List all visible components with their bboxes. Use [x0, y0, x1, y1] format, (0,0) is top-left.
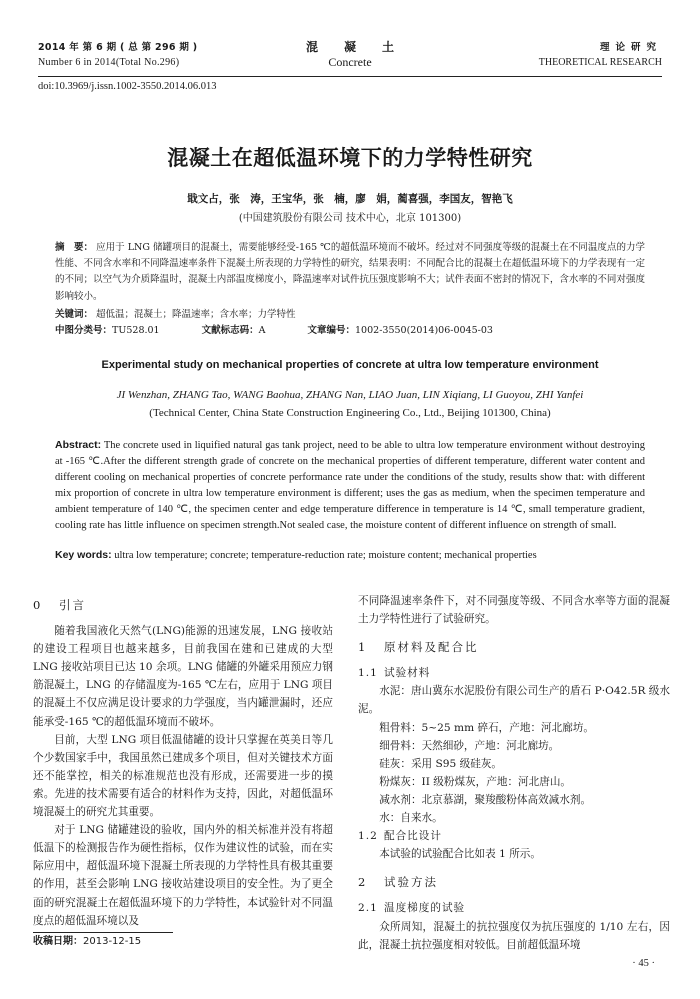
- material-item: 水：自来水。: [379, 812, 443, 825]
- subsection-number: 1.1: [358, 667, 378, 680]
- subsection-title: 配合比设计: [384, 830, 442, 843]
- article-number-label: 文章编号：: [307, 325, 356, 336]
- doc-code-label: 文献标志码：: [201, 325, 259, 336]
- material-item: 水泥：唐山冀东水泥股份有限公司生产的盾石 P·O42.5R 级水泥。: [358, 685, 670, 716]
- article-number: 1002-3550(2014)06-0045-03: [355, 325, 493, 336]
- column-name-zh: 理论研究: [599, 42, 662, 53]
- abstract-zh-text: 应用于 LNG 储罐项目的混凝土，需要能够经受-165 ℃的超低温环境而不破坏。经过对不同强度等级的混凝土在不同温度点的力学性能、不同含水率和不同降温速率条件下混凝土所表现的力学特性的研究，结果表明：不同配合比的混凝土在超低温环境下的力学表现有一定的不同；以空气为介质降温时，混凝土内部温度梯度小，降温速率对试件抗压强度影响不大；试件表面不密封的情况下，含水率的不同对强度影响较小。: [55, 242, 645, 302]
- subsection-heading: [358, 827, 670, 845]
- paragraph: 不同降温速率条件下，对不同强度等级、不同含水率等方面的混凝土力学特性进行了试验研究。: [358, 595, 670, 626]
- abstract-zh: [55, 240, 645, 305]
- abstract-en: [55, 438, 645, 533]
- material-item: 细骨料：天然细砂，产地：河北廊坊。: [379, 739, 560, 752]
- section-number: 0: [33, 598, 43, 612]
- section-number: 2: [358, 875, 368, 890]
- clc-label: 中图分类号：: [55, 325, 113, 336]
- section-number: 1: [358, 640, 368, 655]
- keywords-zh: [55, 307, 645, 322]
- running-header: [38, 40, 662, 74]
- section-heading-introduction: [33, 596, 333, 614]
- subsection-title: 试验材料: [384, 667, 431, 680]
- body-left-column: [33, 592, 333, 951]
- classification-line: [55, 323, 645, 338]
- body-right-column: [358, 592, 670, 954]
- issue-en: Number 6 in 2014(Total No.296): [38, 57, 180, 68]
- issue-zh: 2014 年 第 6 期 ( 总 第 296 期 ): [38, 42, 198, 53]
- subsection-heading: [358, 664, 670, 682]
- author-list-en: JI Wenzhan, ZHANG Tao, WANG Baohua, ZHANG Nan, LIAO Juan, LIN Xiqiang, LI Guoyou, ZHI Yanfei: [116, 389, 584, 401]
- section-title: 引言: [59, 598, 86, 612]
- doc-code: A: [258, 325, 266, 336]
- subsection-title: 温度梯度的试验: [384, 902, 466, 915]
- subsection-number: 2.1: [358, 902, 378, 915]
- section-title: 试验方法: [384, 875, 438, 890]
- paragraph: 众所周知，混凝土的抗拉强度仅为抗压强度的 1/10 左右，因此，混凝土抗拉强度相对较低。目前超低温环境: [358, 920, 670, 951]
- column-name: [539, 40, 662, 70]
- paragraph: 对于 LNG 储罐建设的验收，国内外的相关标准并没有将超低温下的检测报告作为硬性指标，仅作为建议性的试验，而在实际应用中，超低温环境下混凝土所表现的力学特性具有极其重要的作用，甚至会影响 LNG 接收站建设项目的安全性。为了更全面的研究混凝土在超低温环境下的力学特性，本试验针对不同温度点的超低温环境以及: [33, 824, 333, 927]
- clc-code: TU528.01: [112, 325, 160, 336]
- section-heading-methods: [358, 873, 670, 891]
- abstract-zh-label: 摘 要：: [55, 242, 94, 253]
- subsection-heading: [358, 899, 670, 917]
- paper-title-en: Experimental study on mechanical properties of concrete at ultra low temperature environment: [101, 359, 599, 371]
- keywords-en: [55, 548, 645, 563]
- received-date: [33, 933, 333, 951]
- paper-title: 混凝土在超低温环境下的力学特性研究: [167, 146, 533, 170]
- paragraph: 随着我国液化天然气(LNG)能源的迅速发展，LNG 接收站的建设工程项目也越来越多，目前我国在建和已建成的大型 LNG 接收站项目已达 10 余项。LNG 储罐的外罐采用预应力钢筋混凝土，LNG 的存储温度为-165 ℃左右，应用于 LNG 项目的混凝土不仅应满足设计要求的力学强度，当内罐泄漏时，还应能承受-165 ℃的超低温环境而不破坏。: [33, 625, 333, 728]
- received-value: 2013-12-15: [83, 935, 142, 947]
- header-rule: [38, 76, 662, 77]
- material-item: 粗骨料：5~25 mm 碎石，产地：河北廊坊。: [379, 721, 595, 734]
- section-title: 原材料及配合比: [384, 640, 479, 655]
- keywords-en-label: Key words:: [55, 549, 112, 561]
- subsection-number: 1.2: [358, 830, 378, 843]
- affiliation-en: (Technical Center, China State Construction Engineering Co., Ltd., Beijing 101300, China): [149, 407, 551, 419]
- paragraph: 目前，大型 LNG 项目低温储罐的设计只掌握在英美日等几个少数国家手中，我国虽然已建成多个项目，但对关键技术方面还不能掌控，相关的标准规范也没有形成，还需要进一步的摸索。先进的技术需要有适合的材料作为支持，因此，对超低温环境混凝土的研究尤其重要。: [33, 733, 333, 819]
- received-label: 收稿日期：: [33, 935, 83, 947]
- column-name-en: THEORETICAL RESEARCH: [538, 57, 662, 68]
- abstract-en-text: The concrete used in liquified natural gas tank project, need to be able to ultra low temperature environment without destroying at -165 ℃.After the different strength grade of concrete on the mechanical properties of different temperature, different water content and different cooling on mechanical properties of concrete performance rate under the conditions of the study, results show that: with different mix proportion of concrete in ultra low temperature environment is different; uses the gas as medium, when the specimen temperature and ambient temperature of 140 ℃, the specimen center and edge temperature difference in temperature is 14 ℃, small temperature gradient, cooling rate has little influence on specimen strength.Not sealed case, the moisture content of different influence on strength of small.: [55, 440, 645, 531]
- paragraph: 本试验的试验配合比如表 1 所示。: [379, 848, 541, 861]
- material-item: 减水剂：北京慕湖，聚羧酸粉体高效减水剂。: [379, 793, 592, 806]
- keywords-zh-text: 超低温；混凝土；降温速率；含水率；力学特性: [96, 309, 296, 320]
- author-list: 戢文占，张 涛，王宝华，张 楠，廖 娟，蔺喜强，李国友，智艳飞: [187, 193, 513, 205]
- keywords-zh-label: 关键词：: [55, 309, 94, 320]
- doi: doi:10.3969/j.issn.1002-3550.2014.06.013: [38, 81, 217, 92]
- abstract-en-label: Abstract:: [55, 439, 102, 451]
- section-heading-materials: [358, 638, 670, 656]
- material-item: 粉煤灰：II 级粉煤灰，产地：河北唐山。: [379, 775, 572, 788]
- journal-name-en: Concrete: [328, 55, 372, 69]
- keywords-en-text: ultra low temperature; concrete; temperature-reduction rate; moisture content; mechanical properties: [114, 550, 537, 561]
- material-item: 硅灰：采用 S95 级硅灰。: [379, 757, 503, 770]
- affiliation: (中国建筑股份有限公司 技术中心，北京 101300): [238, 213, 462, 224]
- journal-name-zh: 混凝土: [305, 40, 420, 54]
- page-number: · 45 ·: [632, 958, 655, 969]
